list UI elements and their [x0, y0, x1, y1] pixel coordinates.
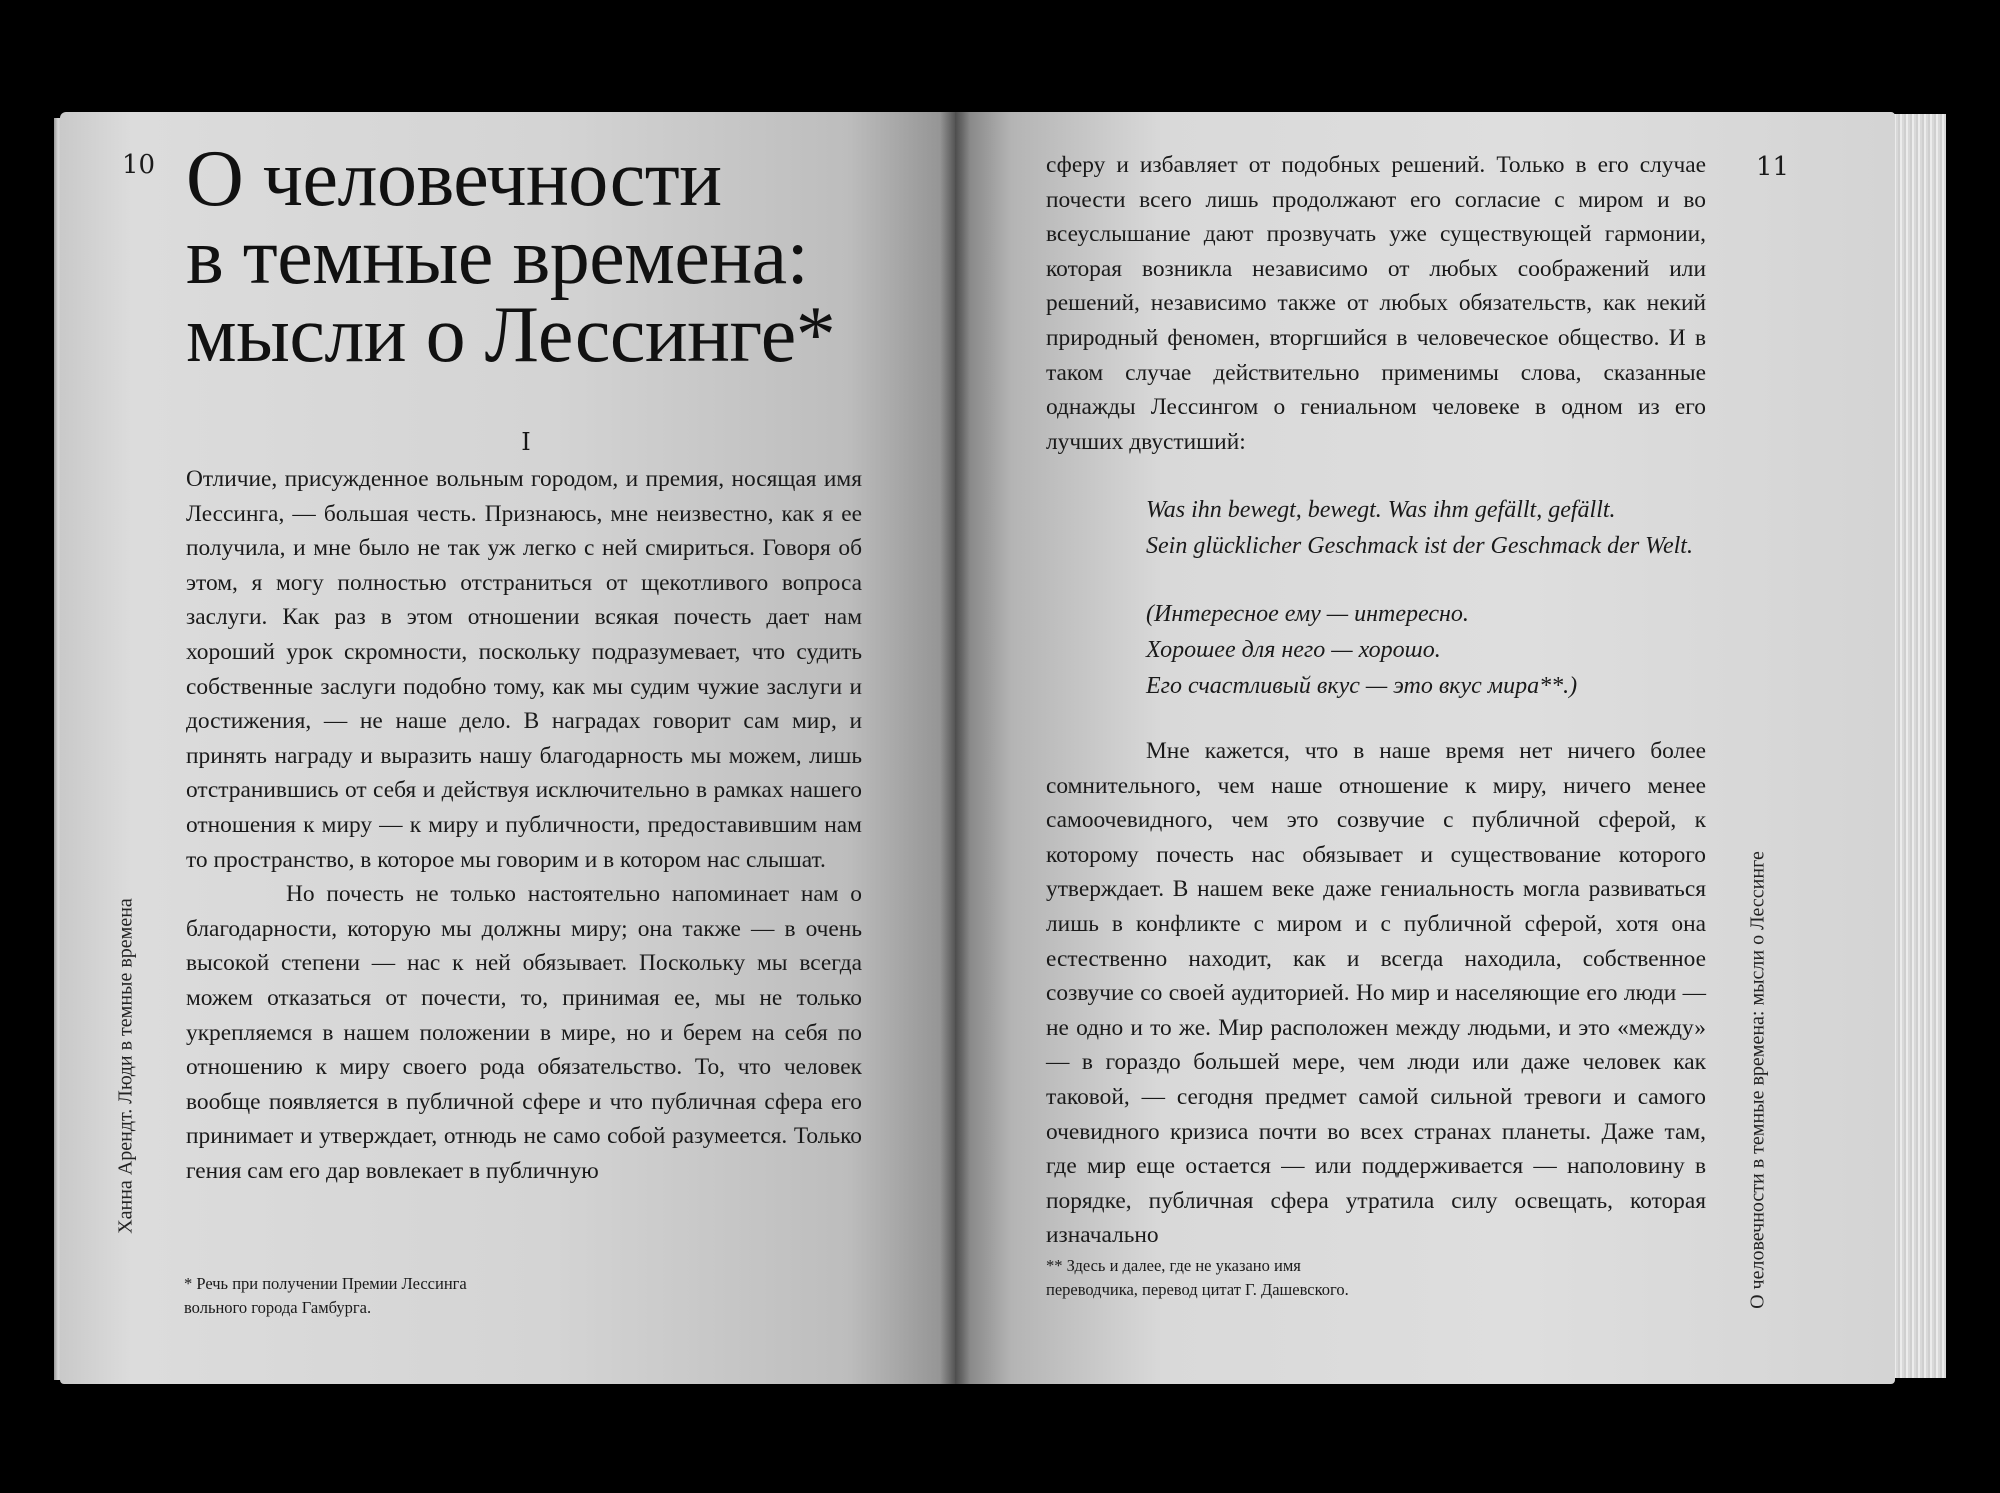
section-number: I — [521, 428, 531, 456]
chapter-title-line: мысли о Лессинге* — [186, 291, 836, 379]
right-body-text-top — [1046, 148, 1706, 459]
paragraph: Отличие, присужденное вольным городом, и премия, носящая имя Лессинга, — большая честь. Признаюсь, мне неизвестно, как я ее получила, и мне было не так уж легко с ней смириться. Говоря об этом, я могу полностью отстраниться от щекотливого вопроса заслуги. Как раз в этом отношении всякая почесть дает нам хороший урок скромности, поскольку подразумевает, что судить собственные заслуги подобно тому, как мы судим чужие заслуги и достижения, — не наше дело. В наградах говорит сам мир, и принять награду и выразить нашу благодарность мы можем, лишь отстранившись от себя и действуя исключительно в рамках нашего отношения к миру — к миру и публичности, предоставившим нам то пространство, в которое мы говорим и в котором нас слышат. — [186, 466, 862, 873]
chapter-title-line: О человечности — [186, 135, 722, 223]
poem-line: Хорошее для него — хорошо. — [1146, 637, 1441, 663]
running-head-left: Ханна Арендт. Люди в темные времена — [114, 898, 137, 1234]
chapter-title — [186, 135, 906, 379]
paragraph: Мне кажется, что в наше время нет ничего более сомнительного, чем наше отношение к миру, ничего менее самоочевидного, чем это созвучие с публичной сферой, к которому почесть нас обязывает и существование которого утверждает. В нашем веке даже гениальность могла развиваться лишь в конфликте с миром и с публичной сферой, хотя она естественно находит, как и всегда находила, собственное созвучие со своей аудиторией. Но мир и населяющие его люди — не одно и то же. Мир расположен между людьми, и это «между» — в гораздо большей мере, чем люди или даже человек как таковой, — сегодня предмет самой сильной тревоги и самого очевидного кризиса почти во всех странах планеты. Даже там, где мир еще остается — или поддерживается — наполовину в порядке, публичная сфера утратила силу освещать, которая изначально — [1046, 738, 1706, 1249]
paragraph: Но почесть не только настоятельно напоминает нам о благодарности, которую мы должны миру; она также — в очень высокой степени — нас к ней обязывает. Поскольку мы всегда можем отказаться от почести, то, принимая ее, мы не только укрепляемся в нашем положении в мире, но и берем на себя по отношению к миру своего рода обязательство. То, что человек вообще появляется в публичной сфере и что публичная сфера его принимает и утверждает, отнюдь не само собой разумеется. Только гения сам его дар вовлекает в публичную — [186, 881, 862, 1184]
poem-line: Его счастливый вкус — это вкус мира**.) — [1146, 673, 1578, 699]
poem-line: Sein glücklicher Geschmack ist der Geschmack der Welt. — [1146, 533, 1693, 559]
poem-line: Was ihn bewegt, bewegt. Was ihm gefällt, gefällt. — [1146, 497, 1616, 523]
lessing-couplet — [1146, 492, 1746, 736]
book-gutter — [940, 112, 970, 1384]
poem-german — [1146, 492, 1746, 564]
paragraph: сферу и избавляет от подобных решений. Только в его случае почести всего лишь продолжают его согласие с миром и во всеуслышание дают прозвучать уже существующей гармонии, которая возникла независимо от любых соображений или решений, независимо также от любых обязательств, как некий природный феномен, вторгшийся в человеческое общество. И в таком случае действительно применимы слова, сказанные однажды Лессингом о гениальном человеке в одном из его лучших двустиший: — [1046, 152, 1706, 455]
page-number-right: 11 — [1756, 152, 1790, 182]
right-page-stack — [1892, 114, 1946, 1378]
right-body-text-bottom — [1046, 734, 1706, 1253]
poem-line: (Интересное ему — интересно. — [1146, 601, 1469, 627]
running-head-right: О человечности в темные времена: мысли о Лессинге — [1746, 851, 1769, 1309]
footnote-right: ** Здесь и далее, где не указано имя переводчика, перевод цитат Г. Дашевского. — [1046, 1256, 1349, 1299]
page-number-left: 10 — [122, 150, 156, 180]
chapter-title-line: в темные времена: — [186, 213, 809, 301]
footnote-left: * Речь при получении Премии Лессинга вольного города Гамбурга. — [184, 1274, 467, 1317]
poem-russian — [1146, 596, 1746, 704]
left-body-text — [186, 462, 862, 1188]
